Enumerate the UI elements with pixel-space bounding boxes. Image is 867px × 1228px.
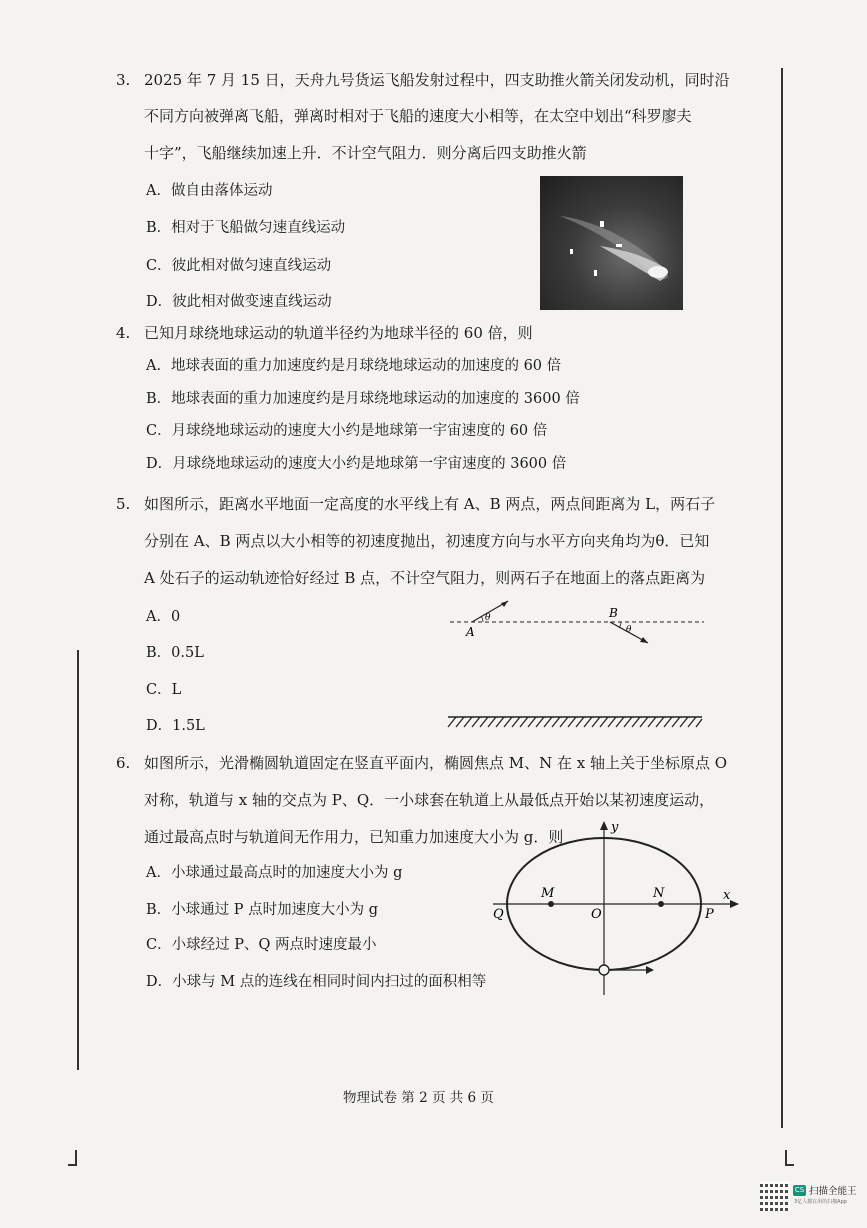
arrow-head-a: [501, 601, 508, 607]
arrow-head-b: [640, 637, 648, 643]
question-3-text-line-1: 2025 年 7 月 15 日，天舟九号货运飞船发射过程中，四支助推火箭关闭发动机，同时沿: [144, 71, 730, 89]
question-6-text-line-3: 通过最高点时与轨道间无作用力，已知重力加速度大小为 g．则: [144, 828, 564, 846]
label-theta-b: θ: [626, 625, 632, 635]
ellipse-orbit-diagram: [485, 815, 745, 1000]
x-axis-arrow: [730, 900, 739, 908]
question-4-option-c: C．月球绕地球运动的速度大小约是地球第一宇宙速度的 60 倍: [146, 423, 548, 439]
question-4-option-b: B．地球表面的重力加速度约是月球绕地球运动的加速度的 3600 倍: [146, 391, 580, 407]
question-3-text-line-3: 十字”，飞船继续加速上升．不计空气阻力．则分离后四支助推火箭: [144, 144, 587, 162]
question-3-text-line-2: 不同方向被弹离飞船，弹离时相对于飞船的速度大小相等，在太空中划出“科罗廖夫: [144, 107, 692, 125]
question-6-option-b: B．小球通过 P 点时加速度大小为 g: [146, 902, 379, 918]
question-5-option-a: A．0: [146, 609, 181, 625]
question-5-option-d: D．1.5L: [146, 718, 205, 734]
focus-n: [658, 901, 664, 907]
label-b: B: [609, 606, 618, 620]
question-5-option-b: B．0.5L: [146, 645, 204, 661]
label-n: N: [653, 886, 665, 901]
velocity-arrow-head: [646, 966, 654, 974]
margin-line-left: [77, 650, 79, 1070]
question-5-number: 5.: [116, 495, 131, 513]
question-3-option-b: B．相对于飞船做匀速直线运动: [146, 220, 346, 236]
question-3-number: 3.: [116, 71, 131, 89]
y-axis-arrow: [600, 821, 608, 830]
corner-mark-right-h: [785, 1164, 794, 1166]
question-6-option-a: A．小球通过最高点时的加速度大小为 g: [146, 865, 403, 881]
margin-line-right: [781, 68, 783, 1128]
question-3-option-a: A．做自由落体运动: [146, 183, 273, 199]
label-o: O: [591, 907, 602, 922]
label-p: P: [705, 907, 714, 922]
label-x: x: [723, 888, 731, 903]
scanner-subtitle: 3亿人都在用的扫描App: [794, 1199, 847, 1205]
focus-m: [548, 901, 554, 907]
question-6-text-line-1: 如图所示，光滑椭圆轨道固定在竖直平面内，椭圆焦点 M、N 在 x 轴上关于坐标原点 O: [144, 754, 728, 772]
question-5-text-line-2: 分别在 A、B 两点以大小相等的初速度抛出，初速度方向与水平方向夹角均为θ．已知: [144, 532, 710, 550]
scanner-logo: CS: [794, 1186, 805, 1194]
scanner-badge: [793, 1183, 857, 1209]
rocket-separation-photo: [540, 176, 683, 310]
question-6-option-d: D．小球与 M 点的连线在相同时间内扫过的面积相等: [146, 974, 487, 990]
projectile-diagram: [440, 595, 710, 730]
ball: [599, 965, 609, 975]
question-4-text-line-1: 已知月球绕地球运动的轨道半径约为地球半径的 60 倍，则: [144, 324, 533, 342]
question-4-option-a: A．地球表面的重力加速度约是月球绕地球运动的加速度的 60 倍: [146, 358, 562, 374]
scanner-name: 扫描全能王: [809, 1186, 857, 1197]
label-y: y: [611, 820, 619, 835]
question-6-text-line-2: 对称，轨道与 x 轴的交点为 P、Q．一小球套在轨道上从最低点开始以某初速度运动，: [144, 791, 715, 809]
label-a: A: [466, 625, 475, 639]
question-5-text-line-1: 如图所示，距离水平地面一定高度的水平线上有 A、B 两点，两点间距离为 L，两石子: [144, 495, 716, 513]
question-5-text-line-3: A 处石子的运动轨迹恰好经过 B 点，不计空气阻力，则两石子在地面上的落点距离为: [144, 569, 706, 587]
ground-hatching: [448, 717, 702, 727]
question-3-option-d: D．彼此相对做变速直线运动: [146, 294, 332, 310]
question-6-option-c: C．小球经过 P、Q 两点时速度最小: [146, 937, 377, 953]
question-5-option-c: C．L: [146, 682, 182, 698]
qr-code: [760, 1181, 790, 1211]
question-6-number: 6.: [116, 754, 131, 772]
page-footer: 物理试卷 第 2 页 共 6 页: [343, 1090, 494, 1106]
question-4-number: 4.: [116, 324, 131, 342]
label-m: M: [541, 886, 555, 901]
angle-arc-b: [619, 622, 621, 628]
corner-mark-left-h: [68, 1164, 77, 1166]
question-4-option-d: D．月球绕地球运动的速度大小约是地球第一宇宙速度的 3600 倍: [146, 456, 567, 472]
label-q: Q: [493, 907, 504, 922]
label-theta-a: θ: [485, 613, 491, 623]
angle-arc-a: [481, 616, 483, 622]
question-3-option-c: C．彼此相对做匀速直线运动: [146, 258, 332, 274]
